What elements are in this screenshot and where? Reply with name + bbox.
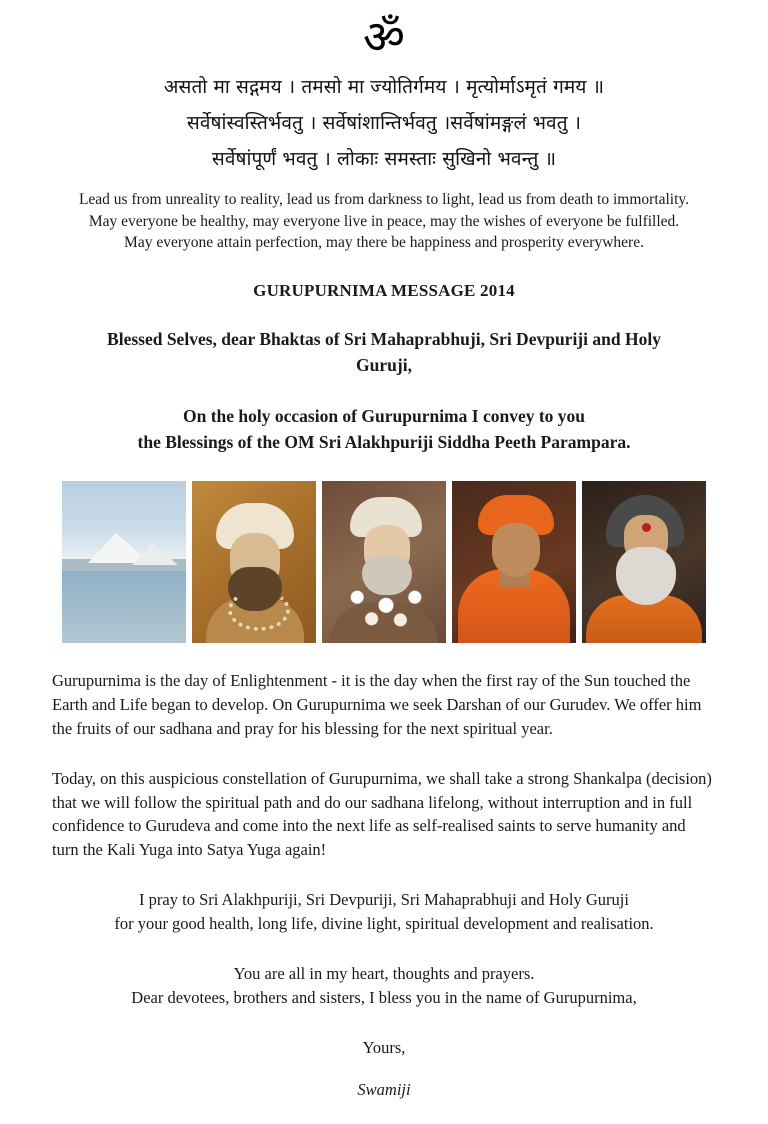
signature: Swamiji (357, 1080, 411, 1100)
prayer-line-2: for your good health, long life, divine light, spiritual development and realisation. (114, 914, 654, 934)
closing-line-1: You are all in my heart, thoughts and prayers. (233, 964, 535, 984)
translation-line-1: Lead us from unreality to reality, lead us from darkness to light, lead us from death to immortality. (78, 191, 690, 209)
occasion-line-1: On the holy occasion of Gurupurnima I convey to you (182, 406, 586, 427)
photo-sri-mahaprabhuji (452, 481, 576, 643)
shloka-line-1: असतो मा सद्गमय । तमसो मा ज्योतिर्गमय । मृत्योर्माऽमृतं गमय ॥ (163, 76, 605, 98)
photo-sri-devpuriji (322, 481, 446, 643)
shloka-line-2: सर्वेषांस्वस्तिर्भवतु । सर्वेषांशान्तिर्भवतु ।सर्वेषांमङ्गलं भवतु । (186, 111, 582, 134)
paragraph-shankalpa: Today, on this auspicious constellation of Gurupurnima, we shall take a strong Shankalpa (decision) that we will follow the spiritual path and do our sadhana lifelong, without interruption and in full confidence to Gurudeva and come into the next life as self-realised saints to serve humanity and turn the Kali Yuga into Satya Yuga again! (52, 768, 712, 860)
salutation: Blessed Selves, dear Bhaktas of Sri Mahaprabhuji, Sri Devpuriji and Holy Guruji, (107, 329, 661, 375)
photo-holy-mountain-lake (62, 481, 186, 643)
sign-off: Yours, (362, 1038, 406, 1058)
prayer-line-1: I pray to Sri Alakhpuriji, Sri Devpuriji, Sri Mahaprabhuji and Holy Guruji (139, 890, 629, 910)
guru-photo-strip (46, 481, 722, 643)
photo-sri-alakhpuriji (192, 481, 316, 643)
closing-block (52, 962, 716, 1010)
photo-holy-guruji (582, 481, 706, 643)
paragraph-gurupurnima-meaning: Gurupurnima is the day of Enlightenment - it is the day when the first ray of the Sun touched the Earth and Life began to develop. On Gurupurnima we seek Darshan of our Gurudev. We offer him the fruits of our sadhana and pray for his blessing for the next spiritual year. (52, 670, 702, 738)
page-title: GURUPURNIMA MESSAGE 2014 (253, 281, 515, 301)
translation-line-3: May everyone attain perfection, may there be happiness and prosperity everywhere. (124, 234, 644, 251)
translation-block (46, 189, 722, 253)
om-icon: ॐ (363, 10, 405, 64)
closing-line-2: Dear devotees, brothers and sisters, I bless you in the name of Gurupurnima, (131, 988, 637, 1008)
translation-line-2: May everyone be healthy, may everyone live in peace, may the wishes of everyone be fulfilled. (88, 212, 680, 230)
prayer-block (52, 888, 716, 936)
occasion-block (56, 404, 712, 455)
occasion-line-2: the Blessings of the OM Sri Alakhpuriji Siddha Peeth Parampara. (137, 431, 631, 452)
shloka-line-3: सर्वेषांपूर्णं भवतु । लोकाः समस्ताः सुखिनो भवन्तु ॥ (211, 147, 557, 170)
om-symbol-container (46, 10, 722, 64)
